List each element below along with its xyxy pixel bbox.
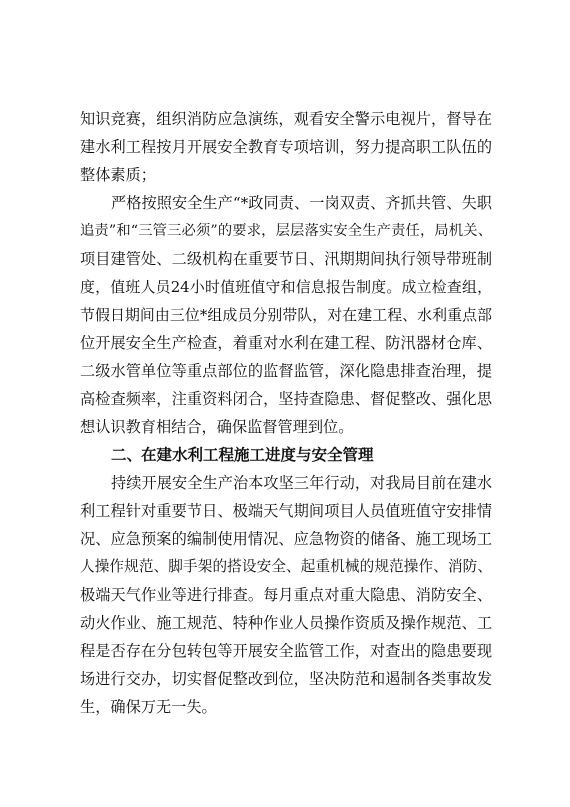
paragraph-3-line-5: 极端天气作业等进行排查。每月重点对重大隐患、消防安全、 bbox=[80, 586, 492, 604]
paragraph-3-line-9: 生，确保万无一失。 bbox=[80, 698, 217, 716]
paragraph-3-line-2: 利工程针对重要节日、极端天气期间项目人员值班值守安排情 bbox=[80, 502, 492, 520]
paragraph-2-line-5: 节假日期间由三位*组成员分别带队，对在建工程、水利重点部 bbox=[80, 306, 492, 324]
paragraph-3-line-1: 持续开展安全生产治本攻坚三年行动，对我局目前在建水 bbox=[111, 474, 492, 492]
paragraph-2-line-2: 追责”和“三管三必须”的要求，层层落实安全生产责任，局机关、 bbox=[80, 223, 492, 239]
paragraph-2-line-4: 度，值班人员24小时值班值守和信息报告制度。成立检查组， bbox=[80, 278, 492, 296]
paragraph-2-line-1: 严格按照安全生产“*政同责、一岗双责、齐抓共管、失职 bbox=[111, 194, 492, 212]
paragraph-2-line-7: 二级水管单位等重点部位的监督监管，深化隐患排查治理，提 bbox=[80, 362, 492, 380]
paragraph-1-line-3: 整体素质； bbox=[80, 166, 156, 184]
paragraph-2-line-6: 位开展安全生产检查，着重对水利在建工程、防汛器材仓库、 bbox=[80, 334, 492, 352]
paragraph-3-line-4: 人操作规范、脚手架的搭设安全、起重机械的规范操作、消防、 bbox=[80, 558, 492, 575]
paragraph-2-line-3: 项目建管处、二级机构在重要节日、汛期期间执行领导带班制 bbox=[80, 250, 492, 268]
paragraph-2-line-8: 高检查频率，注重资料闭合，坚持查隐患、督促整改、强化思 bbox=[80, 390, 492, 408]
paragraph-2-line-9: 想认识教育相结合，确保监督管理到位。 bbox=[80, 418, 354, 436]
section-2-number: 二、 bbox=[111, 446, 143, 464]
paragraph-3-line-8: 场进行交办，切实督促整改到位，坚决防范和遏制各类事故发 bbox=[80, 670, 492, 688]
paragraph-3-line-6: 动火作业、施工规范、特种作业人员操作资质及操作规范、工 bbox=[80, 614, 492, 632]
section-2-title: 在建水利工程施工进度与安全管理 bbox=[141, 446, 374, 464]
paragraph-3-line-7: 程是否存在分包转包等开展安全监管工作，对查出的隐患要现 bbox=[80, 642, 492, 660]
paragraph-1-line-1: 知识竞赛，组织消防应急演练，观看安全警示电视片，督导在 bbox=[80, 110, 492, 128]
section-2-heading bbox=[111, 445, 374, 465]
paragraph-1-line-2: 建水利工程按月开展安全教育专项培训，努力提高职工队伍的 bbox=[80, 138, 492, 156]
paragraph-3-line-3: 况、应急预案的编制使用情况、应急物资的储备、施工现场工 bbox=[80, 530, 492, 548]
